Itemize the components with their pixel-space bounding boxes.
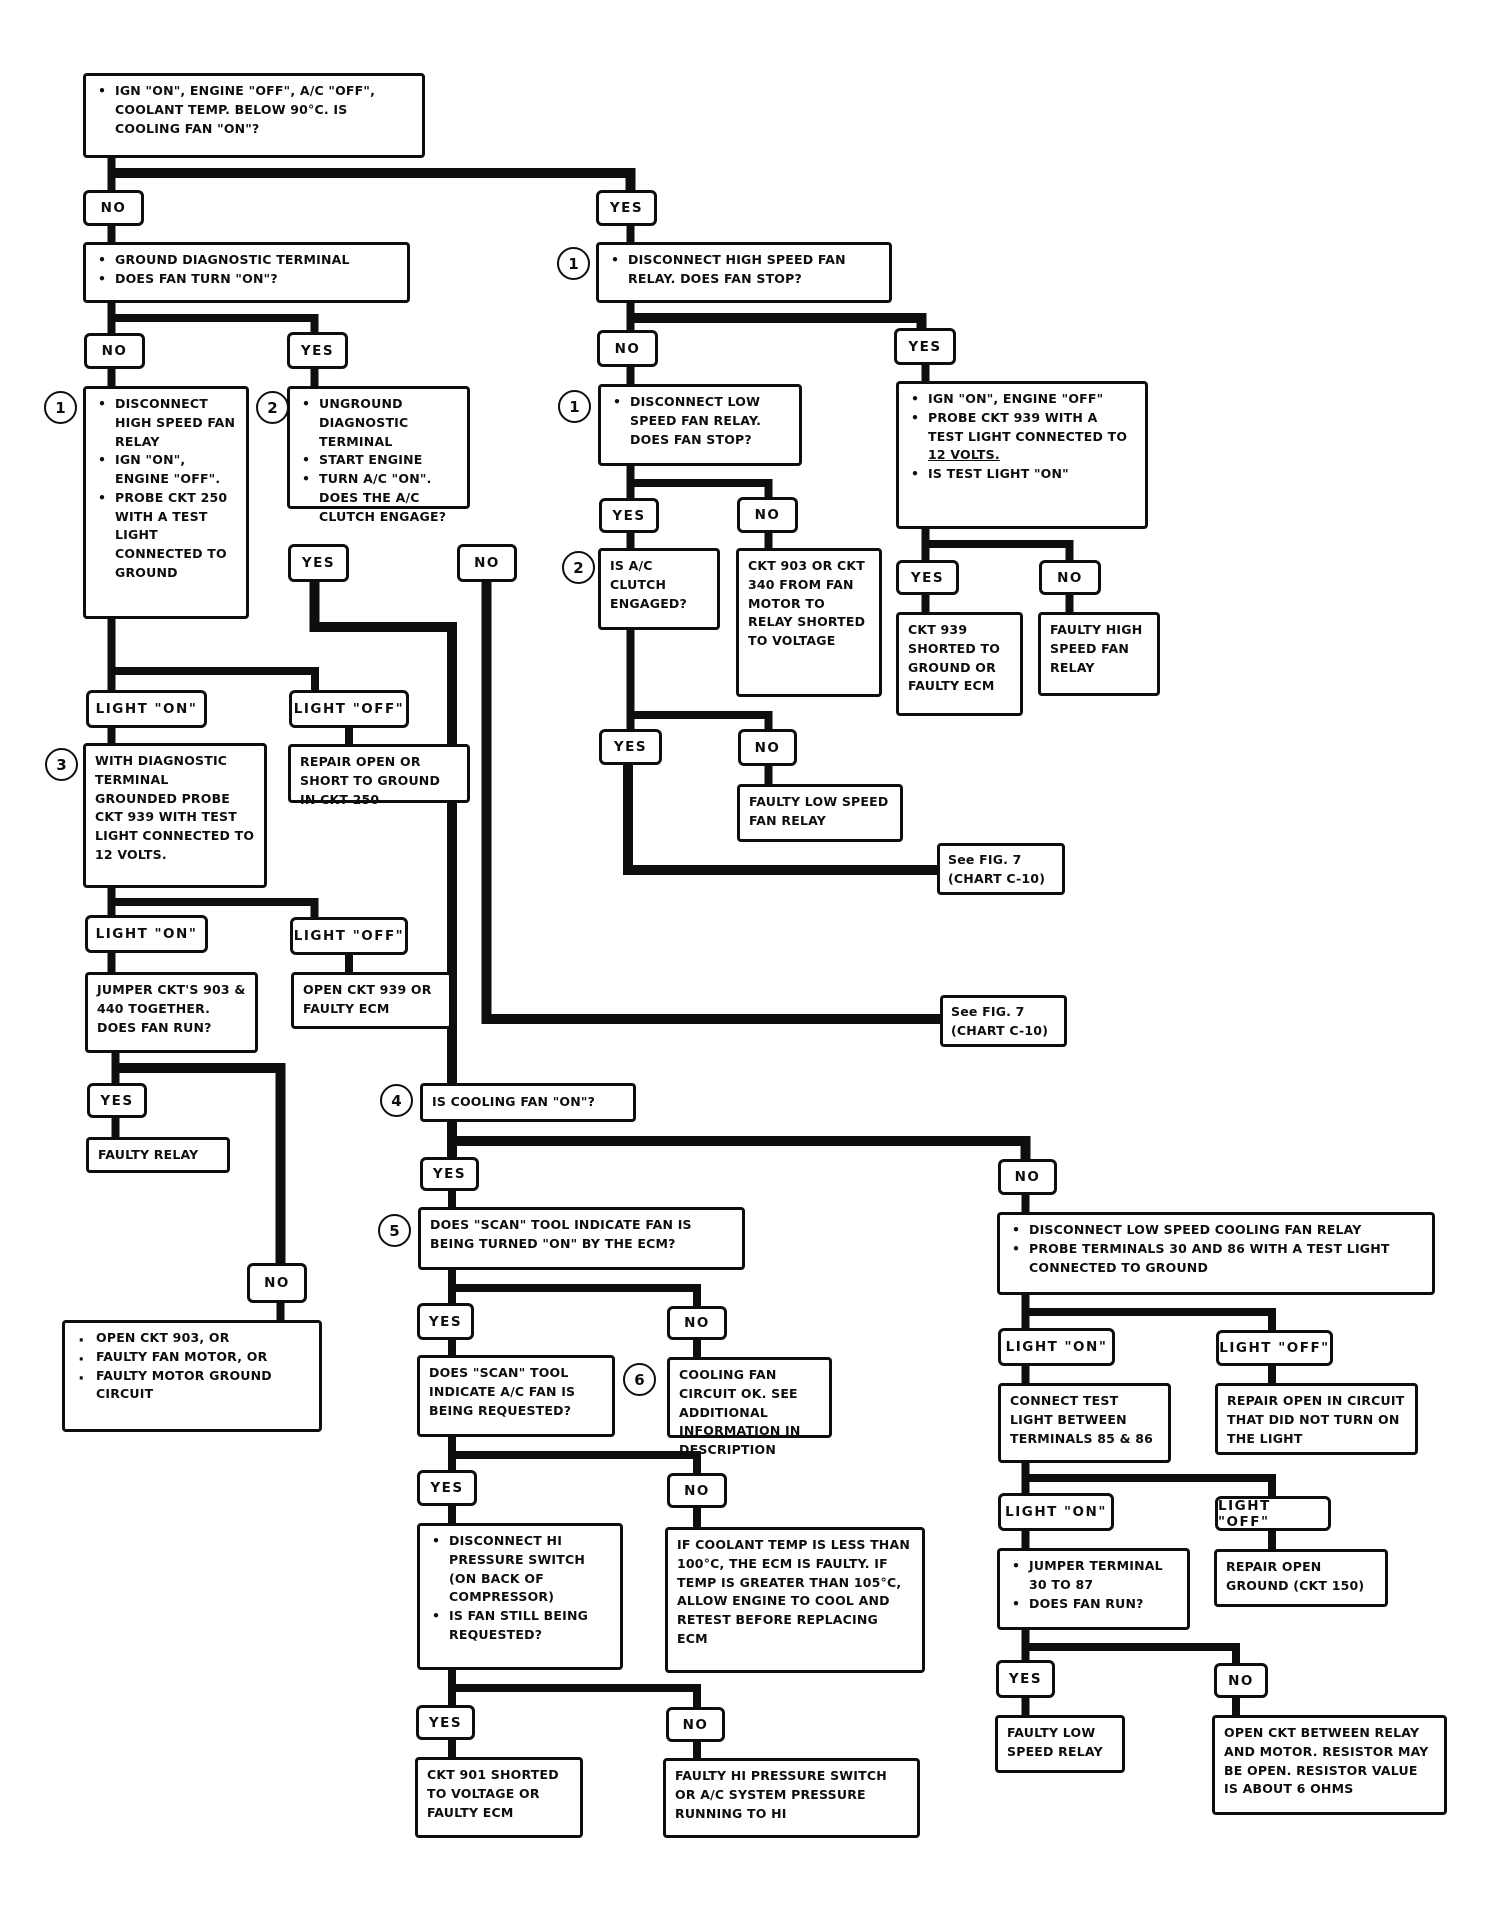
label-no: NO bbox=[83, 190, 144, 226]
node-faulty-hi-pressure-switch bbox=[663, 1758, 920, 1838]
node-see-fig-7-chart-c10 bbox=[940, 995, 1067, 1047]
box-text: CKT 903 OR CKT 340 FROM FAN MOTOR TO RELAY SHORTED TO VOLTAGE bbox=[748, 558, 866, 648]
box-text: FAULTY HIGH SPEED FAN RELAY bbox=[1050, 622, 1143, 675]
node-probe-ckt939-grounded bbox=[83, 743, 267, 888]
step-number-1: 1 bbox=[557, 247, 590, 280]
bullet-list bbox=[1009, 1557, 1178, 1613]
bullet-item: • UNGROUND DIAGNOSTIC TERMINAL bbox=[299, 395, 458, 451]
label-no: NO bbox=[998, 1159, 1057, 1195]
bullet-list bbox=[299, 395, 458, 526]
node-repair-open-ground-ckt150 bbox=[1214, 1549, 1388, 1607]
node-open-ckt903-faulty-motor bbox=[62, 1320, 322, 1432]
node-unground-diagnostic-terminal bbox=[287, 386, 470, 524]
label-yes: YES bbox=[420, 1157, 479, 1191]
box-text: DOES "SCAN" TOOL INDICATE FAN IS BEING TURNED "ON" BY THE ECM? bbox=[430, 1217, 692, 1251]
box-text: WITH DIAGNOSTIC TERMINAL GROUNDED PROBE CKT 939 WITH TEST LIGHT CONNECTED TO 12 VOLTS. bbox=[95, 753, 255, 862]
bullet-item: • DISCONNECT HIGH SPEED FAN RELAY bbox=[95, 395, 237, 451]
box-text: OPEN CKT 939 OR FAULTY ECM bbox=[303, 982, 432, 1016]
bullet-list bbox=[95, 395, 237, 583]
ref-line: See FIG. 7 bbox=[951, 1004, 1025, 1019]
node-ac-clutch-engaged bbox=[598, 548, 720, 630]
label-yes: YES bbox=[416, 1705, 475, 1740]
label-yes: YES bbox=[596, 190, 657, 226]
node-open-ckt-relay-motor-resistor bbox=[1212, 1715, 1447, 1815]
label-light-off: LIGHT "OFF" bbox=[290, 917, 408, 955]
node-repair-open-circuit bbox=[1215, 1383, 1418, 1455]
bullet-item: • JUMPER TERMINAL 30 TO 87 bbox=[1009, 1557, 1178, 1595]
bullet-item: • DISCONNECT LOW SPEED FAN RELAY. DOES FAN STOP? bbox=[610, 393, 790, 449]
box-text: IS A/C CLUTCH ENGAGED? bbox=[610, 558, 687, 611]
ref-line: (CHART C-10) bbox=[951, 1022, 1049, 1038]
label-no: NO bbox=[1039, 560, 1101, 595]
bullet-item: • START ENGINE bbox=[299, 451, 458, 470]
step-number-1: 1 bbox=[558, 390, 591, 423]
box-text: IF COOLANT TEMP IS LESS THAN 100°C, THE ECM IS FAULTY. IF TEMP IS GREATER THAN 105°C, ALLOW ENGINE TO COOL AND RETEST BEFORE REPLACING ECM bbox=[677, 1537, 910, 1646]
bullet-item: • DISCONNECT HI PRESSURE SWITCH (ON BACK OF COMPRESSOR) bbox=[429, 1532, 611, 1607]
box-text: REPAIR OPEN OR SHORT TO GROUND IN CKT 250 bbox=[300, 754, 441, 807]
label-no: NO bbox=[457, 544, 517, 582]
node-see-fig-7-chart-c10 bbox=[937, 843, 1065, 895]
box-text: OPEN CKT BETWEEN RELAY AND MOTOR. RESISTOR MAY BE OPEN. RESISTOR VALUE IS ABOUT 6 OHMS bbox=[1224, 1725, 1429, 1797]
bullet-item: · FAULTY FAN MOTOR, OR bbox=[74, 1348, 310, 1367]
box-text: DOES "SCAN" TOOL INDICATE A/C FAN IS BEING REQUESTED? bbox=[429, 1365, 576, 1418]
box-text: FAULTY LOW SPEED FAN RELAY bbox=[749, 794, 889, 828]
node-repair-ckt250 bbox=[288, 744, 470, 807]
bullet-list bbox=[74, 1329, 310, 1404]
node-ckt903-340-shorted-voltage bbox=[736, 548, 882, 697]
label-light-off: LIGHT "OFF" bbox=[289, 690, 409, 728]
bullet-list bbox=[95, 251, 398, 289]
node-jumper-terminal-30-87 bbox=[997, 1548, 1190, 1630]
node-ground-diagnostic-terminal bbox=[83, 242, 410, 303]
box-text: CKT 939 SHORTED TO GROUND OR FAULTY ECM bbox=[908, 622, 1001, 694]
bullet-list bbox=[429, 1532, 611, 1645]
label-yes: YES bbox=[87, 1083, 147, 1118]
node-faulty-relay bbox=[86, 1137, 230, 1173]
label-no: NO bbox=[667, 1473, 727, 1508]
box-text: REPAIR OPEN GROUND (CKT 150) bbox=[1226, 1559, 1365, 1593]
bullet-list bbox=[1009, 1221, 1423, 1277]
box-text: COOLING FAN CIRCUIT OK. SEE ADDITIONAL INFORMATION IN DESCRIPTION bbox=[679, 1367, 801, 1457]
node-open-ckt939-faulty-ecm bbox=[291, 972, 452, 1029]
ref-line: (CHART C-10) bbox=[948, 870, 1046, 886]
label-yes: YES bbox=[599, 729, 662, 765]
label-light-on: LIGHT "ON" bbox=[998, 1328, 1115, 1366]
ref-line: See FIG. 7 bbox=[948, 852, 1022, 867]
node-disconnect-hi-pressure-switch bbox=[417, 1523, 623, 1670]
bullet-item bbox=[908, 409, 1136, 465]
bullet-item: • PROBE CKT 250 WITH A TEST LIGHT CONNECTED TO GROUND bbox=[95, 489, 237, 583]
node-faulty-low-speed-fan-relay bbox=[737, 784, 903, 842]
step-number-2: 2 bbox=[256, 391, 289, 424]
node-jumper-903-440 bbox=[85, 972, 258, 1053]
bullet-list bbox=[908, 390, 1136, 484]
label-no: NO bbox=[597, 330, 658, 367]
box-text: JUMPER CKT'S 903 & 440 TOGETHER. DOES FAN RUN? bbox=[97, 982, 246, 1035]
bullet-item: • TURN A/C "ON". DOES THE A/C CLUTCH ENGAGE? bbox=[299, 470, 458, 526]
label-yes: YES bbox=[287, 332, 348, 369]
bullet-item: • IS FAN STILL BEING REQUESTED? bbox=[429, 1607, 611, 1645]
node-ckt901-shorted-voltage bbox=[415, 1757, 583, 1838]
label-yes: YES bbox=[288, 544, 349, 582]
label-no: NO bbox=[84, 333, 145, 369]
node-ckt939-shorted-ground bbox=[896, 612, 1023, 716]
node-faulty-high-speed-fan-relay bbox=[1038, 612, 1160, 696]
box-text: IS COOLING FAN "ON"? bbox=[432, 1094, 596, 1110]
bullet-item: • IGN "ON", ENGINE "OFF", A/C "OFF", COOLANT TEMP. BELOW 90°C. IS COOLING FAN "ON"? bbox=[95, 82, 413, 138]
node-disconnect-high-speed-fan-relay bbox=[83, 386, 249, 619]
bullet-item: • IS TEST LIGHT "ON" bbox=[908, 465, 1136, 484]
label-no: NO bbox=[666, 1707, 725, 1742]
bullet-list bbox=[610, 393, 790, 449]
label-yes: YES bbox=[417, 1303, 474, 1340]
step-number-5: 5 bbox=[378, 1214, 411, 1247]
node-disconnect-low-speed-relay-stop bbox=[598, 384, 802, 466]
label-light-on: LIGHT "ON" bbox=[85, 915, 208, 953]
step-number-6: 6 bbox=[623, 1363, 656, 1396]
bullet-item: • IGN "ON", ENGINE "OFF". bbox=[95, 451, 237, 489]
label-no: NO bbox=[247, 1263, 307, 1303]
step-number-3: 3 bbox=[45, 748, 78, 781]
box-text: CKT 901 SHORTED TO VOLTAGE OR FAULTY ECM bbox=[427, 1767, 559, 1820]
label-yes: YES bbox=[896, 560, 959, 595]
bullet-item: · FAULTY MOTOR GROUND CIRCUIT bbox=[74, 1367, 310, 1405]
bullet-item: • PROBE TERMINALS 30 AND 86 WITH A TEST LIGHT CONNECTED TO GROUND bbox=[1009, 1240, 1423, 1278]
bullet-item: • DISCONNECT LOW SPEED COOLING FAN RELAY bbox=[1009, 1221, 1423, 1240]
label-light-off: LIGHT "OFF" bbox=[1216, 1330, 1333, 1366]
bullet-item: • DOES FAN TURN "ON"? bbox=[95, 270, 398, 289]
node-coolant-temp-ecm-check bbox=[665, 1527, 925, 1673]
underlined-text: 12 VOLTS. bbox=[928, 447, 1000, 463]
node-cooling-fan-circuit-ok bbox=[667, 1357, 832, 1457]
step-number-4: 4 bbox=[380, 1084, 413, 1117]
node-disconnect-low-speed-cooling-relay bbox=[997, 1212, 1435, 1295]
box-text: REPAIR OPEN IN CIRCUIT THAT DID NOT TURN ON THE LIGHT bbox=[1227, 1393, 1405, 1446]
box-text: CONNECT TEST LIGHT BETWEEN TERMINALS 85 & 86 bbox=[1010, 1393, 1154, 1446]
label-light-off: LIGHT "OFF" bbox=[1215, 1496, 1331, 1531]
step-number-1: 1 bbox=[44, 391, 77, 424]
box-text: FAULTY LOW SPEED RELAY bbox=[1007, 1725, 1103, 1759]
label-yes: YES bbox=[996, 1660, 1055, 1698]
bullet-list bbox=[608, 251, 880, 289]
label-light-on: LIGHT "ON" bbox=[86, 690, 207, 728]
label-no: NO bbox=[738, 729, 797, 766]
box-text: FAULTY RELAY bbox=[98, 1146, 199, 1162]
node-scan-tool-fan-on-ecm bbox=[418, 1207, 745, 1270]
bullet-item: • DOES FAN RUN? bbox=[1009, 1595, 1178, 1614]
node-scan-tool-ac-fan-requested bbox=[417, 1355, 615, 1437]
bullet-item: • GROUND DIAGNOSTIC TERMINAL bbox=[95, 251, 398, 270]
node-faulty-low-speed-relay bbox=[995, 1715, 1125, 1773]
node-start-conditions bbox=[83, 73, 425, 158]
box-text: FAULTY HI PRESSURE SWITCH OR A/C SYSTEM PRESSURE RUNNING TO HI bbox=[675, 1768, 887, 1821]
bullet-text: PROBE CKT 939 WITH A TEST LIGHT CONNECTED TO bbox=[928, 409, 1128, 444]
label-no: NO bbox=[667, 1306, 727, 1340]
bullet-item: • DISCONNECT HIGH SPEED FAN RELAY. DOES FAN STOP? bbox=[608, 251, 880, 289]
node-is-cooling-fan-on bbox=[420, 1083, 636, 1122]
label-no: NO bbox=[1214, 1663, 1268, 1698]
label-yes: YES bbox=[599, 498, 659, 533]
node-disconnect-high-speed-relay-stop bbox=[596, 242, 892, 303]
node-probe-ckt939-12v bbox=[896, 381, 1148, 529]
bullet-item: · OPEN CKT 903, OR bbox=[74, 1329, 310, 1348]
bullet-list bbox=[95, 82, 413, 138]
node-connect-test-light-85-86 bbox=[998, 1383, 1171, 1463]
step-number-2: 2 bbox=[562, 551, 595, 584]
label-no: NO bbox=[737, 497, 798, 533]
label-yes: YES bbox=[894, 328, 956, 365]
bullet-item: • IGN "ON", ENGINE "OFF" bbox=[908, 390, 1136, 409]
label-yes: YES bbox=[417, 1470, 477, 1506]
label-light-on: LIGHT "ON" bbox=[998, 1493, 1114, 1531]
